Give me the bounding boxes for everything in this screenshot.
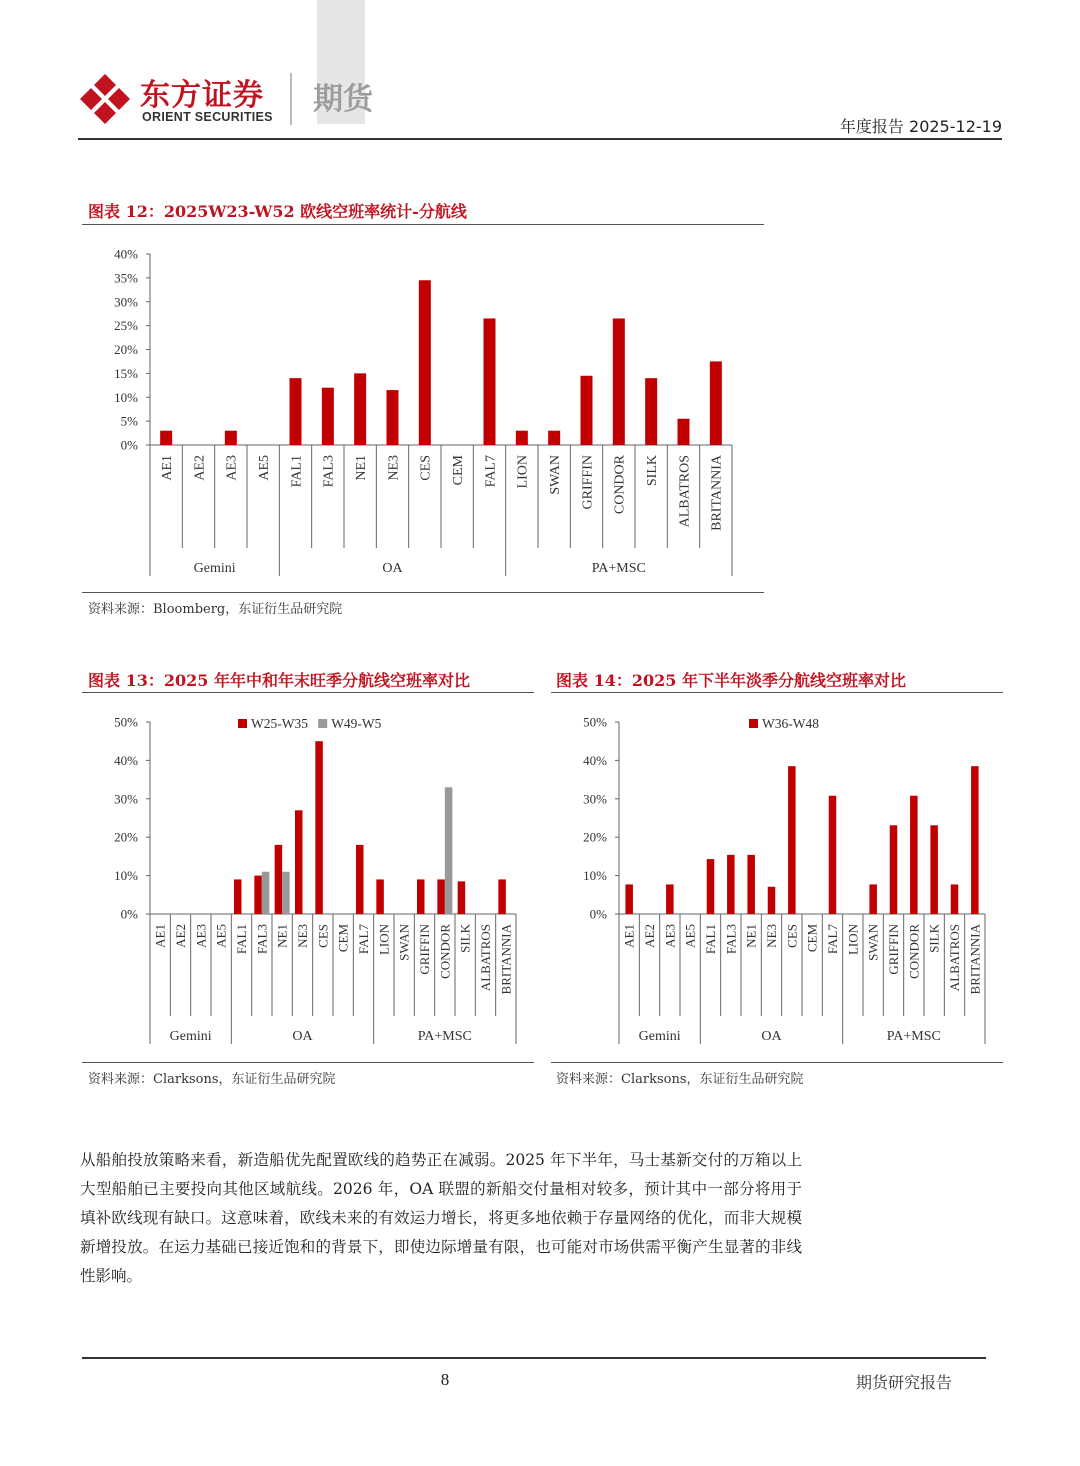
category-label: FAL3 <box>254 924 270 955</box>
legend-swatch <box>238 719 247 728</box>
category-label: LION <box>845 924 861 956</box>
bar <box>354 373 366 445</box>
category-label: CONDOR <box>906 924 922 979</box>
report-date: 2025-12-19 <box>909 117 1002 136</box>
legend-label: W36-W48 <box>762 716 819 731</box>
category-label: FAL3 <box>723 924 739 955</box>
category-label: FAL7 <box>483 455 499 488</box>
bar <box>666 884 674 914</box>
bar <box>548 431 560 445</box>
category-label: FAL3 <box>321 455 337 488</box>
bar <box>498 879 506 914</box>
category-label: AE3 <box>662 924 678 948</box>
category-label: LION <box>376 924 392 956</box>
category-label: AE2 <box>642 924 658 948</box>
bar <box>678 419 690 445</box>
category-label: BRITANNIA <box>498 924 514 995</box>
bar <box>445 787 453 914</box>
bar <box>419 280 431 445</box>
category-label: AE1 <box>160 455 176 481</box>
chart14-title: 图表 14：2025 年下半年淡季分航线空班率对比 <box>556 671 906 690</box>
bar <box>951 884 959 914</box>
group-label: PA+MSC <box>591 561 646 576</box>
bar <box>516 431 528 445</box>
group-label: OA <box>761 1029 782 1044</box>
category-label: SWAN <box>548 455 564 495</box>
category-label: SILK <box>457 924 473 953</box>
y-tick-label: 50% <box>114 714 138 730</box>
group-label: Gemini <box>193 561 236 576</box>
category-label: NE3 <box>764 924 780 948</box>
bar <box>613 318 625 445</box>
group-label: OA <box>292 1029 313 1044</box>
body-paragraph: 从船舶投放策略来看，新造船优先配置欧线的趋势正在减弱。2025 年下半年，马士基新交付的万箱以上大型船舶已主要投向其他区域航线。2026 年，OA 联盟的新船交付量相对较多，预计其中一部分将用于填补欧线现有缺口。这意味着，欧线未来的有效运力增长，将更多地依赖于存量网络的优化，而非大规模新增投放。在运力基础已接近饱和的背景下，即使边际增量有限，也可能对市场供需平衡产生显著的非线性影响。 <box>80 1151 802 1285</box>
category-label: ALBATROS <box>947 924 963 992</box>
category-label: SWAN <box>396 924 412 961</box>
y-tick-label: 30% <box>583 791 607 807</box>
y-tick-label: 30% <box>114 294 138 310</box>
category-label: CONDOR <box>437 924 453 979</box>
y-tick-label: 0% <box>120 906 138 922</box>
category-label: NE1 <box>274 924 290 948</box>
bar <box>458 881 466 914</box>
header-report-info <box>840 114 1002 137</box>
y-tick-label: 25% <box>114 318 138 334</box>
bar <box>645 378 657 445</box>
bar <box>930 825 938 914</box>
legend-label: W49-W5 <box>331 716 382 731</box>
bar <box>275 845 283 914</box>
bar <box>869 884 877 914</box>
y-tick-label: 0% <box>120 437 138 453</box>
category-label: AE5 <box>257 455 273 481</box>
category-label: GRIFFIN <box>417 924 433 975</box>
category-label: AE3 <box>224 455 240 481</box>
bar <box>234 879 242 914</box>
category-label: NE3 <box>386 455 402 481</box>
group-label: PA+MSC <box>417 1029 472 1044</box>
bar <box>160 431 172 445</box>
bar <box>417 879 425 914</box>
legend-swatch <box>749 719 758 728</box>
category-label: SILK <box>926 924 942 953</box>
category-label: AE1 <box>621 924 637 948</box>
y-tick-label: 5% <box>120 413 138 429</box>
category-label: CEM <box>335 924 351 953</box>
bar <box>625 884 633 914</box>
chart14-figure <box>551 694 1003 1060</box>
category-label: SWAN <box>865 924 881 961</box>
bar <box>971 766 979 914</box>
group-label: OA <box>382 561 403 576</box>
category-label: CEM <box>804 924 820 953</box>
chart12-source: 资料来源：Bloomberg，东证衍生品研究院 <box>88 602 343 617</box>
category-label: CES <box>315 924 331 948</box>
bar <box>262 872 270 914</box>
chart13-source-rule <box>82 1062 534 1063</box>
category-label: BRITANNIA <box>709 455 725 531</box>
category-label: LION <box>515 455 531 489</box>
logo-divider <box>290 73 292 125</box>
bar <box>225 431 237 445</box>
y-tick-label: 40% <box>583 752 607 768</box>
category-label: NE3 <box>295 924 311 948</box>
category-label: AE1 <box>152 924 168 948</box>
y-tick-label: 20% <box>583 829 607 845</box>
y-tick-label: 20% <box>114 342 138 357</box>
category-label: FAL1 <box>234 924 250 955</box>
category-label: NE1 <box>354 455 370 481</box>
chart12-title-rule <box>82 224 764 225</box>
bar <box>829 796 837 914</box>
group-label: PA+MSC <box>886 1029 941 1044</box>
chart13-title-rule <box>82 692 534 693</box>
bar <box>710 361 722 445</box>
bar <box>484 318 496 445</box>
chart14-source: 资料来源：Clarksons，东证衍生品研究院 <box>556 1072 804 1087</box>
category-label: CEM <box>451 455 467 486</box>
bar <box>376 879 384 914</box>
y-tick-label: 10% <box>583 868 607 884</box>
bar <box>254 876 261 914</box>
bar <box>768 887 776 914</box>
category-label: AE2 <box>173 924 189 948</box>
y-tick-label: 40% <box>114 752 138 768</box>
bar <box>747 855 755 914</box>
category-label: FAL1 <box>289 455 305 488</box>
y-tick-label: 50% <box>583 714 607 730</box>
bar <box>707 859 715 914</box>
bar <box>387 390 399 445</box>
logo-chinese-name: 东方证券 <box>140 78 264 113</box>
chart14-source-rule <box>551 1062 1003 1063</box>
group-label: Gemini <box>638 1029 681 1044</box>
y-tick-label: 10% <box>114 389 138 405</box>
group-label: Gemini <box>169 1029 212 1044</box>
y-tick-label: 20% <box>114 829 138 845</box>
category-label: AE5 <box>682 924 698 948</box>
logo-english-name: ORIENT SECURITIES <box>142 110 273 124</box>
y-tick-label: 10% <box>114 868 138 884</box>
y-tick-label: 35% <box>114 270 138 286</box>
bar <box>788 766 796 914</box>
legend-label: W25-W35 <box>251 716 308 731</box>
category-label: FAL7 <box>356 924 372 955</box>
category-label: AE5 <box>213 924 229 948</box>
footer-rule <box>82 1357 986 1359</box>
category-label: GRIFFIN <box>580 455 596 510</box>
category-label: FAL7 <box>825 924 841 955</box>
y-tick-label: 40% <box>114 246 138 262</box>
page-number: 8 <box>440 1370 450 1389</box>
category-label: FAL1 <box>703 924 719 955</box>
chart14-title-rule <box>551 692 1003 693</box>
bar <box>322 388 334 445</box>
category-label: AE3 <box>193 924 209 948</box>
category-label: NE1 <box>743 924 759 948</box>
chart13-figure <box>82 694 534 1060</box>
chart12-source-rule <box>82 592 764 593</box>
bar <box>727 855 735 914</box>
orient-logo-icon <box>78 72 132 126</box>
category-label: CES <box>418 455 434 481</box>
bar <box>282 872 290 914</box>
legend-swatch <box>318 719 327 728</box>
category-label: AE2 <box>192 455 208 481</box>
footer-label: 期货研究报告 <box>855 1373 952 1392</box>
bar <box>295 810 303 914</box>
category-label: SILK <box>645 455 661 487</box>
bar <box>437 879 445 914</box>
category-label: CONDOR <box>612 455 628 515</box>
category-label: ALBATROS <box>478 924 494 992</box>
y-tick-label: 0% <box>589 906 607 922</box>
category-label: CES <box>784 924 800 948</box>
bar <box>890 825 898 914</box>
report-type: 年度报告 <box>839 117 904 136</box>
category-label: BRITANNIA <box>967 924 983 995</box>
bar <box>290 378 302 445</box>
category-label: ALBATROS <box>677 455 693 528</box>
chart13-title: 图表 13：2025 年年中和年末旺季分航线空班率对比 <box>88 671 470 690</box>
chart12-title: 图表 12：2025W23-W52 欧线空班率统计-分航线 <box>88 202 467 221</box>
bar <box>315 741 323 914</box>
y-tick-label: 15% <box>114 365 138 381</box>
bar <box>356 845 364 914</box>
bar <box>910 796 918 914</box>
chart13-source: 资料来源：Clarksons，东证衍生品研究院 <box>88 1072 336 1087</box>
bar <box>581 376 593 445</box>
logo-futures-label: 期货 <box>313 82 373 117</box>
y-tick-label: 30% <box>114 791 138 807</box>
category-label: GRIFFIN <box>886 924 902 975</box>
chart12-figure <box>82 226 764 590</box>
header-rule <box>78 138 1002 140</box>
